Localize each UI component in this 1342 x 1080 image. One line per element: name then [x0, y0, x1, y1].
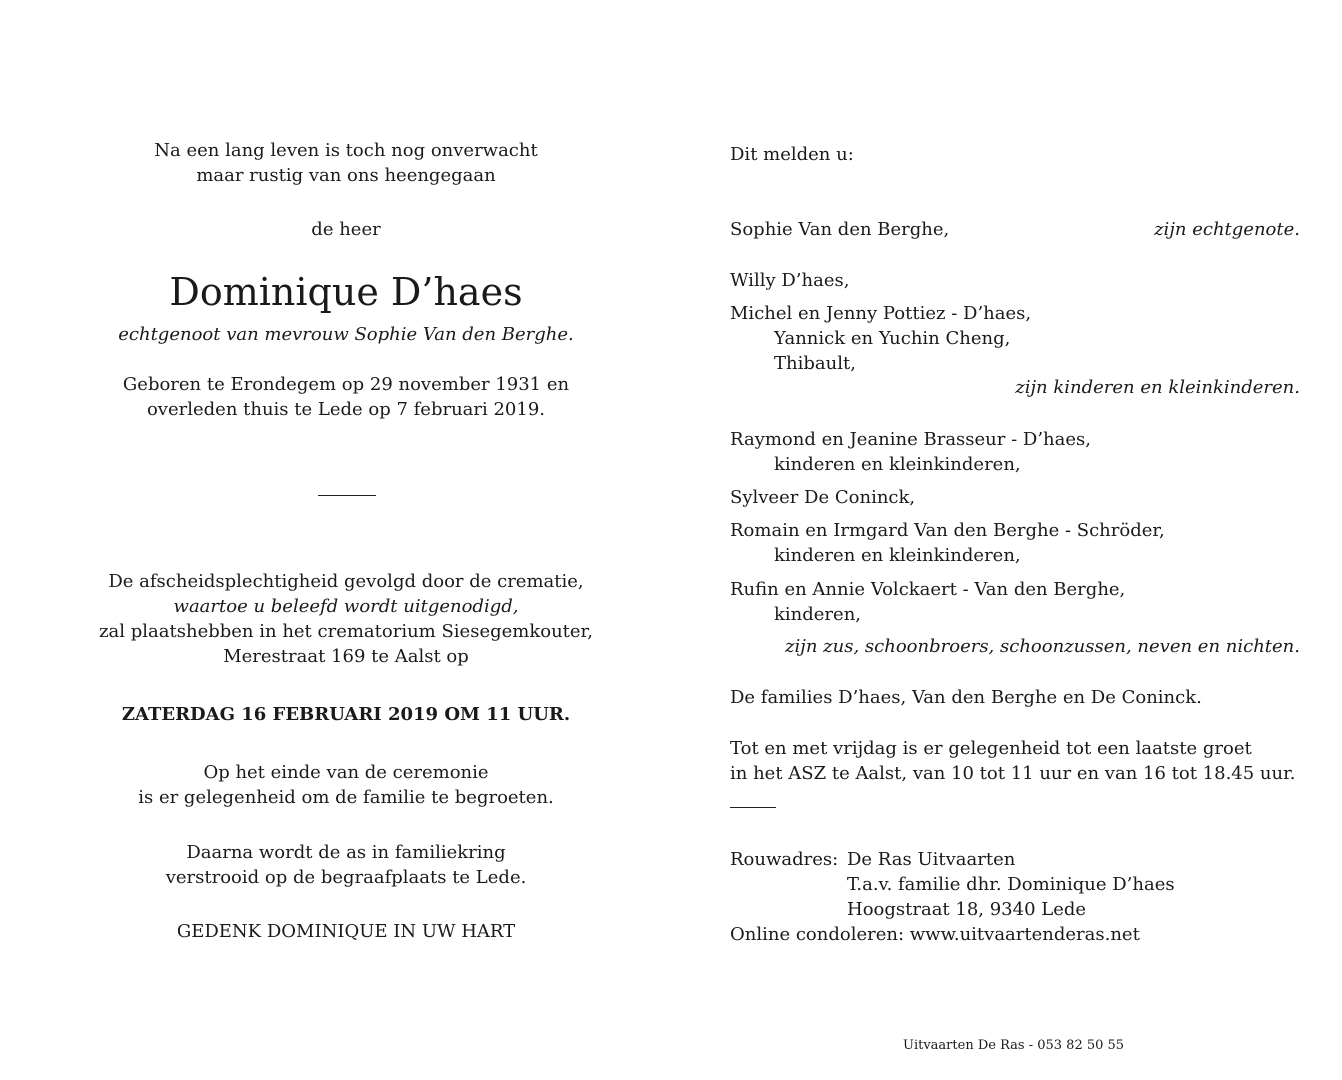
name-block: [60, 270, 632, 314]
born-line: Geboren te Erondegem op 29 november 1931 en: [122, 374, 570, 395]
announce-line: Dit melden u:: [730, 144, 854, 165]
visit-line-2: in het ASZ te Aalst, van 10 tot 11 uur en van 16 tot 18.45 uur.: [730, 763, 1296, 784]
intro-line-2: maar rustig van ons heengegaan: [196, 165, 496, 186]
children-role: zijn kinderen en kleinkinderen.: [1015, 377, 1300, 398]
sibling-entry-1: Raymond en Jeanine Brasseur - D’haes,: [730, 429, 1091, 450]
address-value-2: T.a.v. familie dhr. Dominique D’haes: [847, 874, 1175, 895]
ashes-block: [60, 840, 632, 890]
intro-line-1: Na een lang leven is toch nog onverwacht: [154, 140, 538, 161]
sibling-entry-3: Romain en Irmgard Van den Berghe - Schröder,: [730, 520, 1165, 541]
died-line: overleden thuis te Lede op 7 februari 2019.: [146, 399, 546, 420]
child-entry-1: Willy D’haes,: [730, 270, 850, 291]
spouse-name: Sophie Van den Berghe,: [730, 219, 950, 240]
child-entry-2: Michel en Jenny Pottiez - D’haes,: [730, 303, 1032, 324]
date-block: [60, 702, 632, 727]
families-line: De families D’haes, Van den Berghe en De Coninck.: [730, 687, 1202, 708]
life-dates-block: [60, 372, 632, 422]
remember-block: [60, 919, 632, 944]
spouse-line: echtgenoot van mevrouw Sophie Van den Berghe.: [118, 324, 574, 345]
address-line-1: [730, 847, 1300, 872]
ceremony-line-3: zal plaatshebben in het crematorium Siesegemkouter,: [99, 621, 593, 642]
remember-line: GEDENK DOMINIQUE IN UW HART: [176, 921, 516, 942]
right-divider-rule: [730, 807, 776, 808]
visit-line-1: Tot en met vrijdag is er gelegenheid tot een laatste groet: [730, 738, 1252, 759]
ceremony-line-2: waartoe u beleefd wordt uitgenodigd,: [173, 596, 519, 617]
ceremony-line-4: Merestraat 169 te Aalst op: [223, 646, 469, 667]
greeting-line-1: Op het einde van de ceremonie: [203, 762, 489, 783]
honorific: de heer: [311, 219, 381, 240]
online-url[interactable]: www.uitvaartenderas.net: [909, 924, 1140, 945]
intro-block: [60, 138, 632, 188]
title-block: [60, 217, 632, 242]
address-label: Rouwadres:: [730, 849, 839, 870]
address-value-3: Hoogstraat 18, 9340 Lede: [847, 899, 1087, 920]
deceased-name: Dominique D’haes: [169, 270, 523, 314]
greeting-block: [60, 760, 632, 810]
grandchild-entry-2: Thibault,: [774, 353, 856, 374]
sibling-entry-2: Sylveer De Coninck,: [730, 487, 916, 508]
sibling-entry-1-sub: kinderen en kleinkinderen,: [774, 454, 1021, 475]
sibling-entry-4: Rufin en Annie Volckaert - Van den Berghe,: [730, 579, 1126, 600]
spouse-line-block: [60, 322, 632, 347]
sibling-entry-4-sub: kinderen,: [774, 604, 862, 625]
sibling-entry-3-sub: kinderen en kleinkinderen,: [774, 545, 1021, 566]
ceremony-date: ZATERDAG 16 FEBRUARI 2019 OM 11 UUR.: [121, 704, 571, 725]
greeting-line-2: is er gelegenheid om de familie te begroeten.: [138, 787, 554, 808]
ashes-line-2: verstrooid op de begraafplaats te Lede.: [165, 867, 527, 888]
footer-text: Uitvaarten De Ras - 053 82 50 55: [903, 1038, 1125, 1053]
online-label: Online condoleren:: [730, 924, 905, 945]
address-value-1: De Ras Uitvaarten: [847, 849, 1016, 870]
siblings-role: zijn zus, schoonbroers, schoonzussen, neven en nichten.: [785, 636, 1300, 657]
grandchild-entry-1: Yannick en Yuchin Cheng,: [774, 328, 1011, 349]
online-line: [730, 922, 1300, 947]
divider-rule: [318, 495, 376, 496]
ceremony-line-1: De afscheidsplechtigheid gevolgd door de crematie,: [108, 571, 584, 592]
ceremony-block: [60, 569, 632, 669]
ashes-line-1: Daarna wordt de as in familiekring: [186, 842, 506, 863]
spouse-role: zijn echtgenote.: [1154, 219, 1300, 240]
